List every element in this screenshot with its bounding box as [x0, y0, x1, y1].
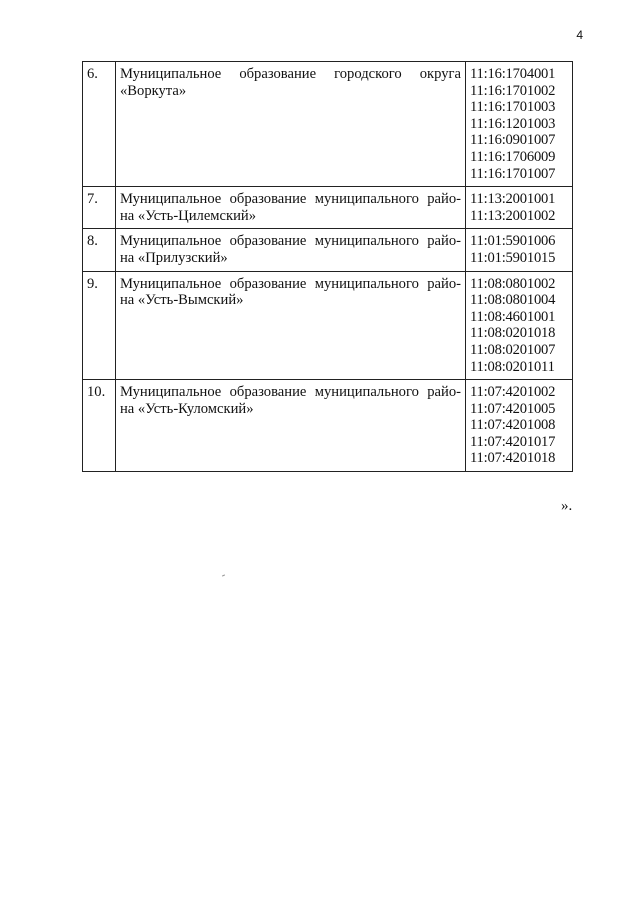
cadastral-code: 11:01:5901006 [470, 233, 556, 250]
cadastral-code: 11:16:0901007 [470, 132, 556, 149]
table-row [83, 187, 573, 229]
cadastral-code: 11:07:4201002 [470, 384, 556, 401]
cadastral-code: 11:07:4201017 [470, 433, 556, 450]
cadastral-code: 11:08:0801004 [470, 292, 556, 309]
row-number: 6. [83, 62, 116, 187]
cadastral-code: 11:08:0201018 [470, 325, 556, 342]
table-row [83, 229, 573, 271]
cadastral-code: 11:13:2001002 [470, 207, 556, 224]
table-row [83, 271, 573, 380]
cadastral-code: 11:16:1701007 [470, 165, 556, 182]
scan-speck [222, 574, 225, 576]
cadastral-code: 11:08:0201007 [470, 341, 556, 358]
row-number: 7. [83, 187, 116, 229]
municipality-codes-table [82, 61, 573, 472]
row-number: 10. [83, 380, 116, 472]
municipality-name: Муниципальное образование городского округа «Воркута» [116, 62, 466, 187]
cadastral-code: 11:16:1701002 [470, 82, 556, 99]
closing-quote: ». [561, 498, 573, 514]
cadastral-codes [466, 380, 573, 472]
cadastral-code: 11:07:4201005 [470, 400, 556, 417]
cadastral-codes [466, 229, 573, 271]
cadastral-code: 11:07:4201008 [470, 417, 556, 434]
municipality-name: Муниципальное образование муниципального райо-на «Прилузский» [116, 229, 466, 271]
cadastral-codes [466, 187, 573, 229]
page-number: 4 [576, 28, 583, 42]
cadastral-code: 11:16:1201003 [470, 115, 556, 132]
table-row [83, 380, 573, 472]
table-row [83, 62, 573, 187]
row-number: 9. [83, 271, 116, 380]
cadastral-code: 11:16:1706009 [470, 148, 556, 165]
cadastral-code: 11:08:4601001 [470, 308, 556, 325]
cadastral-code: 11:16:1701003 [470, 99, 556, 116]
cadastral-codes [466, 271, 573, 380]
cadastral-code: 11:13:2001001 [470, 191, 556, 208]
municipality-name: Муниципальное образование муниципального райо-на «Усть-Вымский» [116, 271, 466, 380]
cadastral-code: 11:01:5901015 [470, 249, 556, 266]
row-number: 8. [83, 229, 116, 271]
cadastral-code: 11:08:0201011 [470, 358, 555, 375]
municipality-name: Муниципальное образование муниципального райо-на «Усть-Цилемский» [116, 187, 466, 229]
cadastral-code: 11:08:0801002 [470, 275, 556, 292]
municipality-name: Муниципальное образование муниципального райо-на «Усть-Куломский» [116, 380, 466, 472]
cadastral-code: 11:07:4201018 [470, 450, 556, 467]
cadastral-code: 11:16:1704001 [470, 66, 556, 82]
cadastral-codes [466, 62, 573, 187]
